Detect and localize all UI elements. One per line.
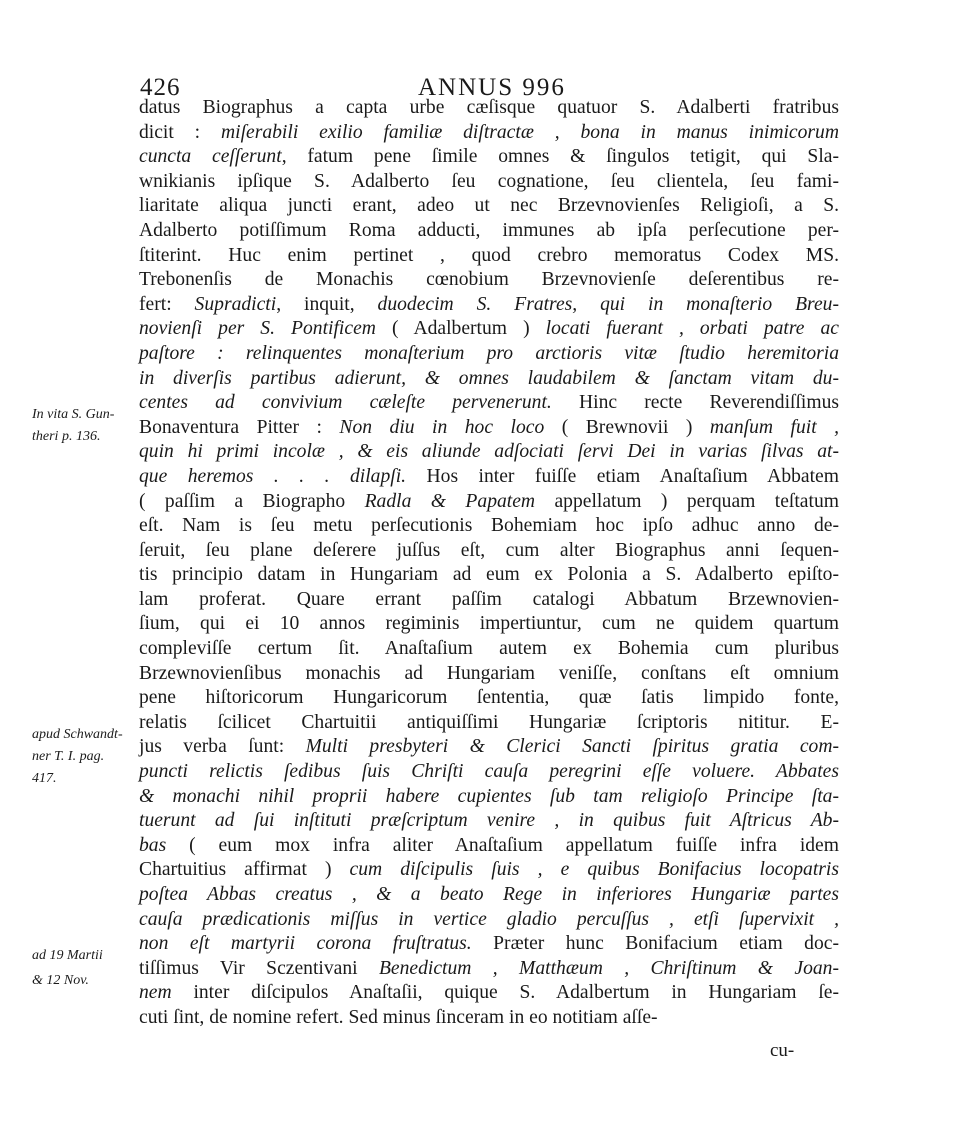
text-line: tuerunt ad ſui inſtituti præſcriptum venire , in quibus fuit Aſtricus Ab- — [139, 810, 839, 832]
catchword: cu- — [770, 1040, 795, 1061]
text-line: ſeruit, ſeu plane deſerere juſſus eſt, cum alter Biographus anni ſequen- — [139, 539, 839, 561]
text-line: fert: Supradicti, inquit, duodecim S. Fratres, qui in monaſterio Breu- — [139, 293, 839, 315]
text-line: jus verba ſunt: Multi presbyteri & Clerici Sancti ſpiritus gratia com- — [139, 736, 839, 758]
text-line: Brzewnovienſibus monachis ad Hungariam veniſſe, conſtans eſt omnium — [139, 662, 839, 684]
margin-note: 417. — [32, 771, 57, 787]
running-head: ANNUS 996 — [418, 74, 566, 101]
text-line: non eſt martyrii corona fruſtratus. Præter hunc Bonifacium etiam doc- — [139, 933, 839, 955]
text-line: Chartuitius affirmat ) cum diſcipulis ſuis , e quibus Bonifacius locopatris — [139, 859, 839, 881]
text-line: bas ( eum mox infra aliter Anaſtaſium appellatum fuiſſe infra idem — [139, 834, 839, 856]
margin-note: & 12 Nov. — [32, 972, 89, 988]
page-number: 426 — [140, 74, 181, 101]
text-line: Bonaventura Pitter : Non diu in hoc loco ( Brewnovii ) manſum fuit , — [139, 416, 840, 438]
margin-note: apud Schwandt- — [32, 726, 123, 742]
text-line: nem inter diſcipulos Anaſtaſii, quique S. Adalbertum in Hungariam ſe- — [139, 982, 839, 1004]
text-line: wnikianis ipſique S. Adalberto ſeu cognatione, ſeu clientela, ſeu fami- — [139, 170, 839, 192]
text-line: dicit : miſerabili exilio familiæ diſtractæ , bona in manus inimicorum — [139, 121, 839, 143]
margin-note: In vita S. Gun- — [32, 406, 115, 422]
text-line: centes ad convivium cæleſte pervenerunt. Hinc recte Reverendiſſimus — [139, 392, 840, 414]
text-line: Trebonenſis de Monachis cœnobium Brzevnovienſe deſerentibus re- — [139, 269, 839, 291]
text-line: lam proferat. Quare errant paſſim catalogi Abbatum Brzewnovien- — [139, 588, 839, 610]
text-line: cuti ſint, de nomine refert. Sed minus ſinceram in eo notitiam aſſe- — [139, 1006, 658, 1028]
margin-note: ner T. I. pag. — [32, 748, 105, 764]
text-line: quin hi primi incolæ , & eis aliunde adſociati ſervi Dei in varias ſilvas at- — [139, 441, 839, 463]
text-line: cuncta ceſſerunt, fatum pene ſimile omnes & ſingulos tetigit, qui Sla- — [139, 146, 839, 168]
text-line: cauſa prædicationis miſſus in vertice gladio percuſſus , etſi ſupervixit , — [139, 908, 839, 930]
text-line: in diverſis partibus adierunt, & omnes laudabilem & ſanctam vitam du- — [139, 367, 839, 389]
text-line: eſt. Nam is ſeu metu perſecutionis Bohemiam hoc ipſo adhuc anno de- — [139, 515, 839, 537]
text-line: que heremos . . . dilapſi. Hos inter fuiſſe etiam Anaſtaſium Abbatem — [139, 465, 839, 487]
text-line: Adalberto potiſſimum Roma adducti, immunes ab ipſa perſecutione per- — [139, 219, 839, 241]
text-line: puncti relictis ſedibus ſuis Chriſti cauſa peregrini eſſe voluere. Abbates — [139, 761, 839, 783]
text-line: paſtore : relinquentes monaſterium pro arctioris vitæ ſtudio heremitoria — [139, 342, 839, 364]
text-line: relatis ſcilicet Chartuitii antiquiſſimi Hungariæ ſcriptoris nititur. E- — [139, 711, 839, 733]
text-line: tiſſimus Vir Sczentivani Benedictum , Matthæum , Chriſtinum & Joan- — [139, 957, 840, 979]
text-line: datus Biographus a capta urbe cæſisque quatuor S. Adalberti fratribus — [139, 97, 839, 118]
margin-note: ad 19 Martii — [32, 948, 103, 964]
text-line: pene hiſtoricorum Hungaricorum ſententia, quæ ſatis limpido fonte, — [139, 687, 839, 709]
margin-note: theri p. 136. — [32, 429, 101, 445]
text-line: ſium, qui ei 10 annos regiminis impertiuntur, cum ne quidem quartum — [139, 613, 839, 635]
text-line: liaritate aliqua juncti erant, adeo ut nec Brzevnovienſes Religioſi, a S. — [139, 195, 839, 217]
text-line: & monachi nihil proprii habere cupientes ſub tam religioſo Principe ſta- — [139, 785, 839, 807]
text-line: compleviſſe certum ſit. Anaſtaſium autem ex Bohemia cum pluribus — [139, 638, 839, 660]
text-line: tis principio datam in Hungariam ad eum ex Polonia a S. Adalberto epiſto- — [139, 564, 839, 586]
text-line: ( paſſim a Biographo Radla & Papatem appellatum ) perquam teſtatum — [139, 490, 839, 512]
text-line: novienſi per S. Pontificem ( Adalbertum ) locati fuerant , orbati patre ac — [139, 318, 839, 340]
text-line: ſtiterint. Huc enim pertinet , quod crebro memoratus Codex MS. — [139, 244, 839, 266]
body-text — [139, 96, 839, 1031]
text-line: poſtea Abbas creatus , & a beato Rege in inferiores Hungariæ partes — [139, 884, 839, 905]
